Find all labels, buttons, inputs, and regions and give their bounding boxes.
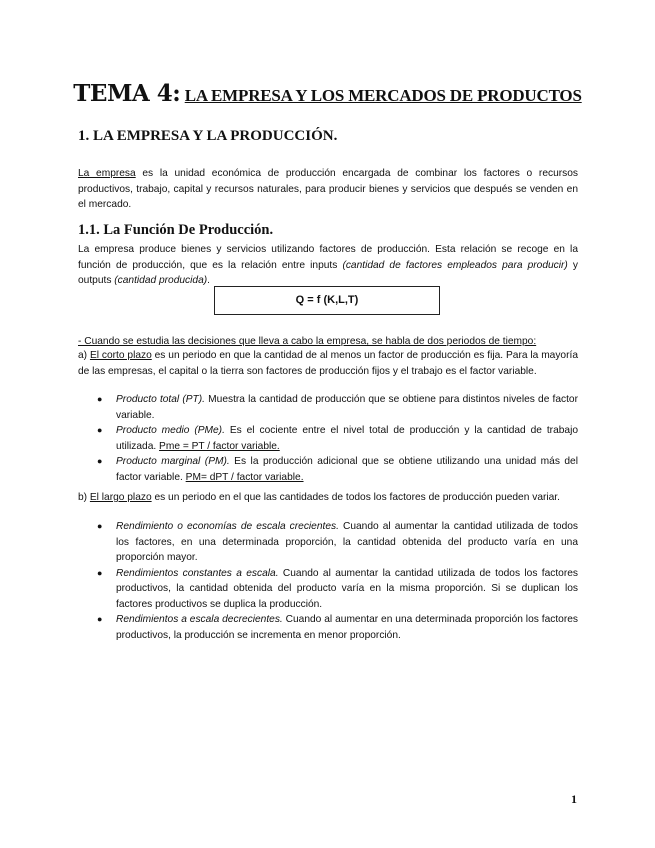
page-number: 1 xyxy=(571,792,577,806)
intro-term: La empresa xyxy=(78,168,136,179)
long-run-paragraph xyxy=(78,490,578,506)
bullet-text: Muestra la cantidad de producción que se obtiene para distintos niveles de factor variable. xyxy=(116,394,578,421)
short-prefix: a) xyxy=(78,350,90,361)
bullet-term: Rendimientos constantes a escala. xyxy=(116,567,279,579)
bullet-term: Rendimiento o economías de escala crecientes. xyxy=(116,521,339,532)
production-function-formula: Q = f (K,L,T) xyxy=(214,286,440,315)
bullet-formula: Pme = PT / factor variable. xyxy=(159,440,280,452)
page-title xyxy=(0,80,655,107)
short-run-paragraph xyxy=(78,348,578,379)
bullet-icon: ● xyxy=(97,425,103,435)
bullet-term: Producto total (PT). xyxy=(116,394,205,405)
list-item xyxy=(78,423,578,454)
bullet-term: Rendimientos a escala decrecientes. xyxy=(116,614,283,625)
pf-end: . xyxy=(207,275,210,286)
short-text: es un periodo en que la cantidad de al menos un factor de producción es fija. Para la mayoría de las empresas, el capital o la tierra son factores de producción fijos y el trabajo es el factor variable. xyxy=(78,350,578,377)
bullet-term: Producto medio (PMe). xyxy=(116,425,225,436)
bullet-icon: ● xyxy=(97,394,103,404)
bullet-text: Es el cociente entre el nivel total de producción y la cantidad de trabajo utilizada. xyxy=(116,425,579,452)
title-tema: TEMA 4: xyxy=(73,80,181,107)
list-item xyxy=(78,612,578,643)
bullet-term: Producto marginal (PM). xyxy=(116,456,230,467)
bullet-icon: ● xyxy=(97,521,103,531)
short-run-bullets xyxy=(78,392,578,485)
periods-intro-text: - Cuando se estudia las decisiones que lleva a cabo la empresa, se habla de dos periodos de tiempo: xyxy=(78,336,537,347)
bullet-icon: ● xyxy=(97,614,103,624)
pf-outputs: (cantidad producida) xyxy=(114,275,208,286)
section-1-heading: 1. LA EMPRESA Y LA PRODUCCIÓN. xyxy=(78,128,338,144)
bullet-icon: ● xyxy=(97,567,103,578)
bullet-text: Cuando al aumentar la cantidad utilizada de todos los factores productivos, la cantidad obtenida del producto varía en la misma proporción. Si se duplican los factores productivos se duplica la producción. xyxy=(116,567,578,610)
bullet-icon: ● xyxy=(97,456,103,466)
list-item xyxy=(78,392,578,423)
list-item xyxy=(78,566,578,613)
pf-mid: y outputs xyxy=(78,259,578,286)
pf-inputs: (cantidad de factores empleados para producir) xyxy=(342,259,568,271)
list-item xyxy=(78,454,578,485)
intro-text: es la unidad económica de producción encargada de combinar los factores o recursos productivos, trabajo, capital y recursos naturales, para producir bienes y servicios que después se venden en el mercado. xyxy=(78,168,578,210)
bullet-text: Es la producción adicional que se obtiene utilizando una unidad más del factor variable. xyxy=(116,456,578,483)
short-term: El corto plazo xyxy=(89,350,152,361)
section-1-1-heading: 1.1. La Función De Producción. xyxy=(78,222,274,238)
bullet-formula: PM= dPT / factor variable. xyxy=(185,471,304,483)
bullet-text: Cuando al aumentar la cantidad utilizada de todos los factores, en una determinada proporción, la cantidad obtenida del producto varía en una proporción mayor. xyxy=(116,521,579,563)
pf-text: La empresa produce bienes y servicios utilizando factores de producción. Esta relación se recoge en la función de producción, que es la relación entre inputs xyxy=(78,244,578,271)
long-run-bullets xyxy=(78,519,578,643)
title-subtitle: LA EMPRESA Y LOS MERCADOS DE PRODUCTOS xyxy=(184,86,582,105)
intro-paragraph xyxy=(78,166,578,213)
production-function-paragraph xyxy=(78,242,578,289)
long-term: El largo plazo xyxy=(89,492,152,503)
long-prefix: b) xyxy=(78,492,90,503)
list-item xyxy=(78,519,578,566)
bullet-text: Cuando al aumentar en una determinada proporción los factores productivos, la producción se incrementa en menor proporción. xyxy=(116,614,578,641)
long-text: es un periodo en el que las cantidades de todos los factores de producción pueden variar. xyxy=(151,492,560,503)
